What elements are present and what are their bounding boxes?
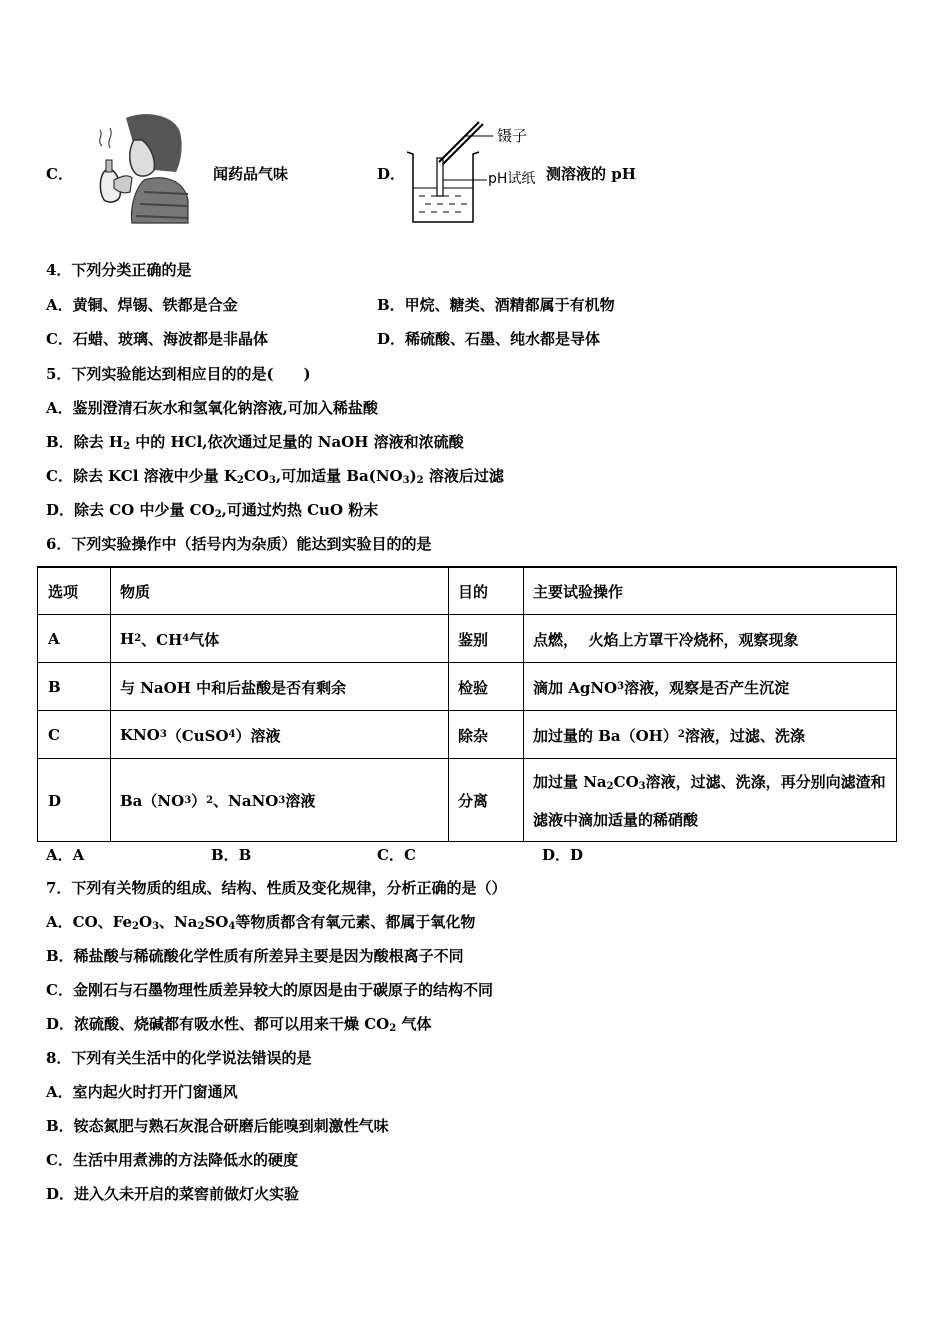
row-a-substance: H 2 、CH 4 气体 <box>120 630 220 649</box>
row-b-operation: 滴加 AgNO 3 溶液，观察是否产生沉淀 <box>533 678 790 697</box>
q4-stem: 4．下列分类正确的是 <box>46 261 192 279</box>
row-a-operation: 点燃， 火焰上方罩干冷烧杯，观察现象 <box>533 630 799 649</box>
header-substance: 物质 <box>120 583 151 601</box>
row-a-option: A <box>48 630 60 648</box>
q6-choice-c: C．C <box>377 846 416 864</box>
row-d-substance: Ba（NO 3 ） 2 、NaNO 3 溶液 <box>120 792 316 810</box>
q8-option-a: A．室内起火时打开门窗通风 <box>46 1083 238 1101</box>
q4-option-d: D．稀硫酸、石墨、纯水都是导体 <box>377 330 601 348</box>
header-option: 选项 <box>48 583 79 601</box>
table-row <box>38 614 896 663</box>
tweezers-label: 镊子 <box>497 127 528 145</box>
figure-c-letter: C． <box>46 165 73 183</box>
row-d-operation: 加过量 $Na_2CO_3$溶液，过滤、洗涤，再分别向滤渣和滤液中滴加适量的稀硝酸 <box>533 772 886 829</box>
row-c-purpose: 除杂 <box>458 726 489 745</box>
q6-choice-a: A．A <box>46 846 85 864</box>
q7-stem: 7．下列有关物质的组成、结构、性质及变化规律，分析正确的是（） <box>46 879 507 897</box>
q7-option-d: D．浓硫酸、烧碱都有吸水性、都可以用来干燥 $CO_2$ 气体 <box>46 1015 432 1034</box>
q7-option-b: B．稀盐酸与稀硫酸化学性质有所差异主要是因为酸根离子不同 <box>46 947 464 965</box>
header-purpose: 目的 <box>458 583 489 601</box>
q8-option-b: B．铵态氮肥与熟石灰混合研磨后能嗅到刺激性气味 <box>46 1117 389 1135</box>
q4-option-b: B．甲烷、糖类、酒精都属于有机物 <box>377 296 615 314</box>
q4-option-a: A．黄铜、焊锡、铁都是合金 <box>46 296 238 314</box>
row-c-operation: 加过量的 Ba（OH） 2 溶液，过滤、洗涤 <box>533 726 805 745</box>
row-b-substance: 与 NaOH 中和后盐酸是否有剩余 <box>120 678 347 697</box>
table-header-row <box>38 567 896 615</box>
table-row <box>38 710 896 759</box>
q5-option-a: A．鉴别澄清石灰水和氢氧化钠溶液,可加入稀盐酸 <box>46 399 378 417</box>
q8-option-c: C．生活中用煮沸的方法降低水的硬度 <box>46 1151 298 1169</box>
q7-option-c: C．金刚石与石墨物理性质差异较大的原因是由于碳原子的结构不同 <box>46 981 493 999</box>
row-a-purpose: 鉴别 <box>458 630 489 649</box>
table-row <box>38 662 896 711</box>
row-c-substance: KNO 3 （CuSO 4 ）溶液 <box>120 726 281 745</box>
q5-option-d: D．除去 CO 中少量 $CO_2$,可通过灼热 CuO 粉末 <box>46 501 379 520</box>
q6-choice-d: D．D <box>542 846 584 864</box>
table-row <box>38 758 896 842</box>
q6-stem: 6．下列实验操作中（括号内为杂质）能达到实验目的的是 <box>46 535 432 553</box>
row-c-option: C <box>48 726 60 744</box>
q6-choice-b: B．B <box>211 846 252 864</box>
q4-option-c: C．石蜡、玻璃、海波都是非晶体 <box>46 330 268 348</box>
q6-table <box>37 566 897 842</box>
smelling-person-illustration <box>84 110 194 225</box>
header-operation: 主要试验操作 <box>533 583 624 601</box>
q5-option-c: C．除去 KCl 溶液中少量 $K_2CO_3$,可加适量 $Ba(NO_3)_2$ 溶液后过滤 <box>46 467 504 486</box>
row-d-option: D <box>48 791 62 810</box>
figure-d-caption: 测溶液的 pH <box>546 165 636 183</box>
q8-stem: 8．下列有关生活中的化学说法错误的是 <box>46 1049 312 1067</box>
beaker-ph-illustration <box>405 118 495 226</box>
row-b-option: B <box>48 678 61 696</box>
figure-c-caption: 闻药品气味 <box>213 165 289 183</box>
figure-d-letter: D． <box>377 165 406 183</box>
q8-option-d: D．进入久未开启的菜窖前做灯火实验 <box>46 1185 300 1203</box>
q5-option-b: B．除去 $H_2$ 中的 HCl,依次通过足量的 NaOH 溶液和浓硫酸 <box>46 433 464 452</box>
q5-stem: 5．下列实验能达到相应目的的是( ) <box>46 365 311 383</box>
row-b-purpose: 检验 <box>458 678 489 697</box>
row-d-purpose: 分离 <box>458 792 489 810</box>
ph-paper-label: pH试纸 <box>488 171 536 187</box>
q7-option-a: A．CO、$Fe_2O_3$、$Na_2SO_4$等物质都含有氧元素、都属于氧化物 <box>46 913 476 932</box>
